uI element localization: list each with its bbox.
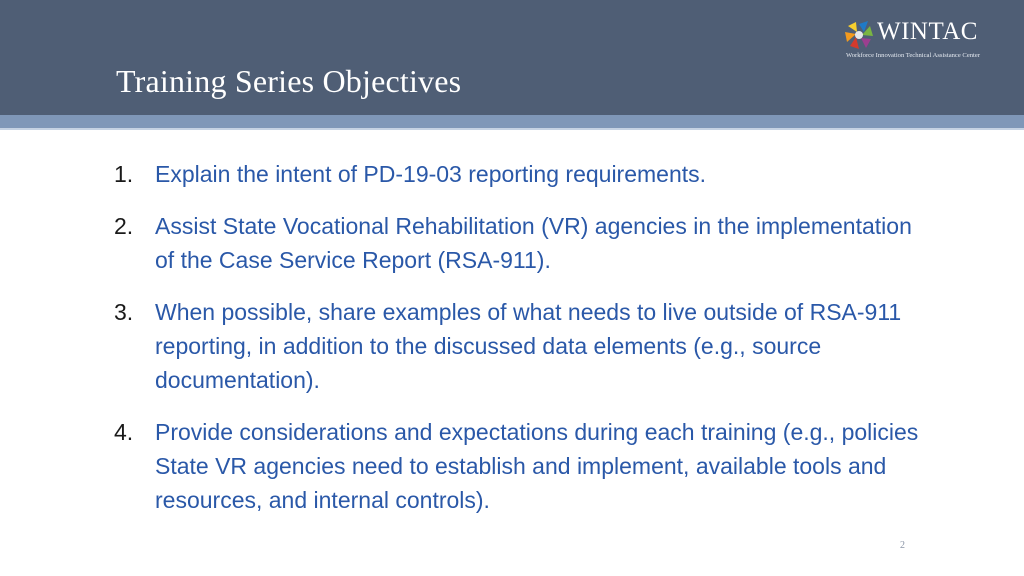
objective-text: Provide considerations and expectations during each training (e.g., policies State VR agencies need to establish and implement, available tools and resources, and internal controls).: [155, 419, 919, 513]
objective-number: 1.: [114, 161, 134, 187]
objective-item: [114, 209, 934, 277]
objective-number: 3.: [114, 299, 134, 325]
page-number: 2: [900, 540, 905, 551]
slide-title: Training Series Objectives: [116, 63, 462, 99]
header-accent-line: [0, 115, 1024, 128]
objective-item: [114, 157, 934, 191]
objective-number: 2.: [114, 213, 134, 239]
objective-text: Explain the intent of PD-19-03 reporting requirements.: [155, 161, 707, 187]
objective-text: Assist State Vocational Rehabilitation (VR) agencies in the implementation of the Case Service Report (RSA-911).: [155, 213, 912, 273]
wintac-logo-icon: [844, 20, 874, 50]
logo-subtitle: Workforce Innovation Technical Assistance Center: [846, 52, 981, 59]
objectives-list: [114, 157, 934, 535]
objective-number: 4.: [114, 419, 134, 445]
objective-item: [114, 415, 934, 517]
wintac-logo: [844, 20, 1016, 62]
logo-wordmark: WINTAC: [877, 18, 978, 45]
header-accent-line-light: [0, 128, 1024, 130]
objective-item: [114, 295, 934, 397]
objective-text: When possible, share examples of what needs to live outside of RSA-911 reporting, in addition to the discussed data elements (e.g., source documentation).: [155, 299, 902, 393]
